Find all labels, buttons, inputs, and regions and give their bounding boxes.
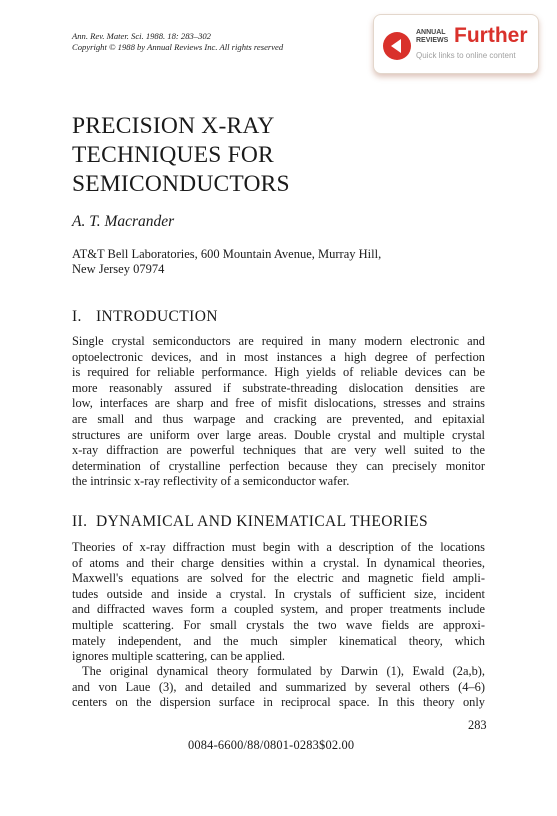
affiliation-line: AT&T Bell Laboratories, 600 Mountain Avenue, Murray Hill,	[72, 247, 382, 261]
journal-citation	[72, 31, 283, 52]
section-heading-introduction	[72, 308, 218, 326]
play-back-icon	[383, 32, 411, 60]
paragraph	[72, 664, 485, 711]
text-line: multiple scattering. For small crystals the two wave fields are approxi-	[72, 617, 485, 632]
citation-line: Ann. Rev. Mater. Sci. 1988. 18: 283–302	[72, 31, 211, 41]
publisher-line: REVIEWS	[416, 36, 449, 44]
text-line: ignores multiple scattering, can be applied.	[72, 649, 285, 664]
further-banner[interactable]	[373, 14, 539, 74]
text-line: Maxwell's equations are solved for the electric and magnetic field ampli-	[72, 571, 485, 586]
text-line: low, interfaces are sharp and free of misfit dislocations, stresses and strains	[72, 396, 485, 411]
paragraph	[72, 334, 485, 490]
text-line: Single crystal semiconductors are required in many modern electronic and	[72, 334, 485, 348]
text-line: optoelectronic devices, and in most instances a high degree of perfection	[72, 349, 485, 364]
text-line: and diffracted waves form a coupled system, and proper treatments include	[72, 602, 485, 617]
text-line: of atoms and their charge densities within a crystal. In dynamical theories,	[72, 555, 485, 570]
text-line: mately independent, and the much simpler kinematical theory, which	[72, 633, 485, 648]
text-line: are small and thus warpage and cracking are prevented, and epitaxial	[72, 411, 485, 426]
section-title: INTRODUCTION	[96, 308, 218, 325]
text-line: determination of crystalline perfection because they can precisely monitor	[72, 458, 485, 473]
section-number: I.	[72, 308, 82, 325]
further-title: Further	[454, 24, 528, 47]
text-line: The original dynamical theory formulated by Darwin (1), Ewald (2a,b),	[82, 664, 485, 678]
section-heading-dynamical-kinematical	[72, 513, 428, 531]
title-line: PRECISION X-RAY	[72, 113, 275, 139]
text-line: centers on the dispersion surface in reciprocal space. In this theory only	[72, 695, 485, 710]
page-number: 283	[468, 718, 487, 732]
article-title	[72, 112, 290, 199]
text-line: structures are uniform over large areas. Double crystal and multiple crystal	[72, 427, 485, 442]
publisher-logo-text	[416, 29, 454, 44]
copyright-line: Copyright © 1988 by Annual Reviews Inc. All rights reserved	[72, 41, 284, 52]
text-line: more reasonably assured if substrate-threading dislocation densities are	[72, 380, 485, 395]
affiliation-line: New Jersey 07974	[72, 262, 165, 276]
text-line: x-ray diffraction are powerful techniques that are very well suited to the	[72, 443, 485, 458]
article-code: 0084-6600/88/0801-0283$02.00	[188, 738, 355, 752]
text-line: is required for reliable performance. High yields of reliable devices can be	[72, 365, 485, 380]
text-line: the intrinsic x-ray reflectivity of a semiconductor wafer.	[72, 474, 350, 489]
publisher-line: ANNUAL	[416, 29, 446, 36]
section-number: II.	[72, 513, 88, 530]
author-affiliation	[72, 247, 381, 277]
text-line: and von Laue (3), and detailed and summarized by several others (4–6)	[72, 679, 485, 694]
title-line: SEMICONDUCTORS	[72, 171, 290, 197]
title-line: TECHNIQUES FOR	[72, 142, 274, 168]
paragraph	[72, 540, 485, 665]
further-subtitle: Quick links to online content	[416, 51, 516, 60]
section-title: DYNAMICAL AND KINEMATICAL THEORIES	[96, 513, 429, 530]
author-name: A. T. Macrander	[72, 213, 175, 230]
text-line: tudes outside and inside a crystal. In crystals of sufficient size, incident	[72, 586, 485, 601]
text-line: Theories of x-ray diffraction must begin with a description of the locations	[72, 540, 485, 554]
